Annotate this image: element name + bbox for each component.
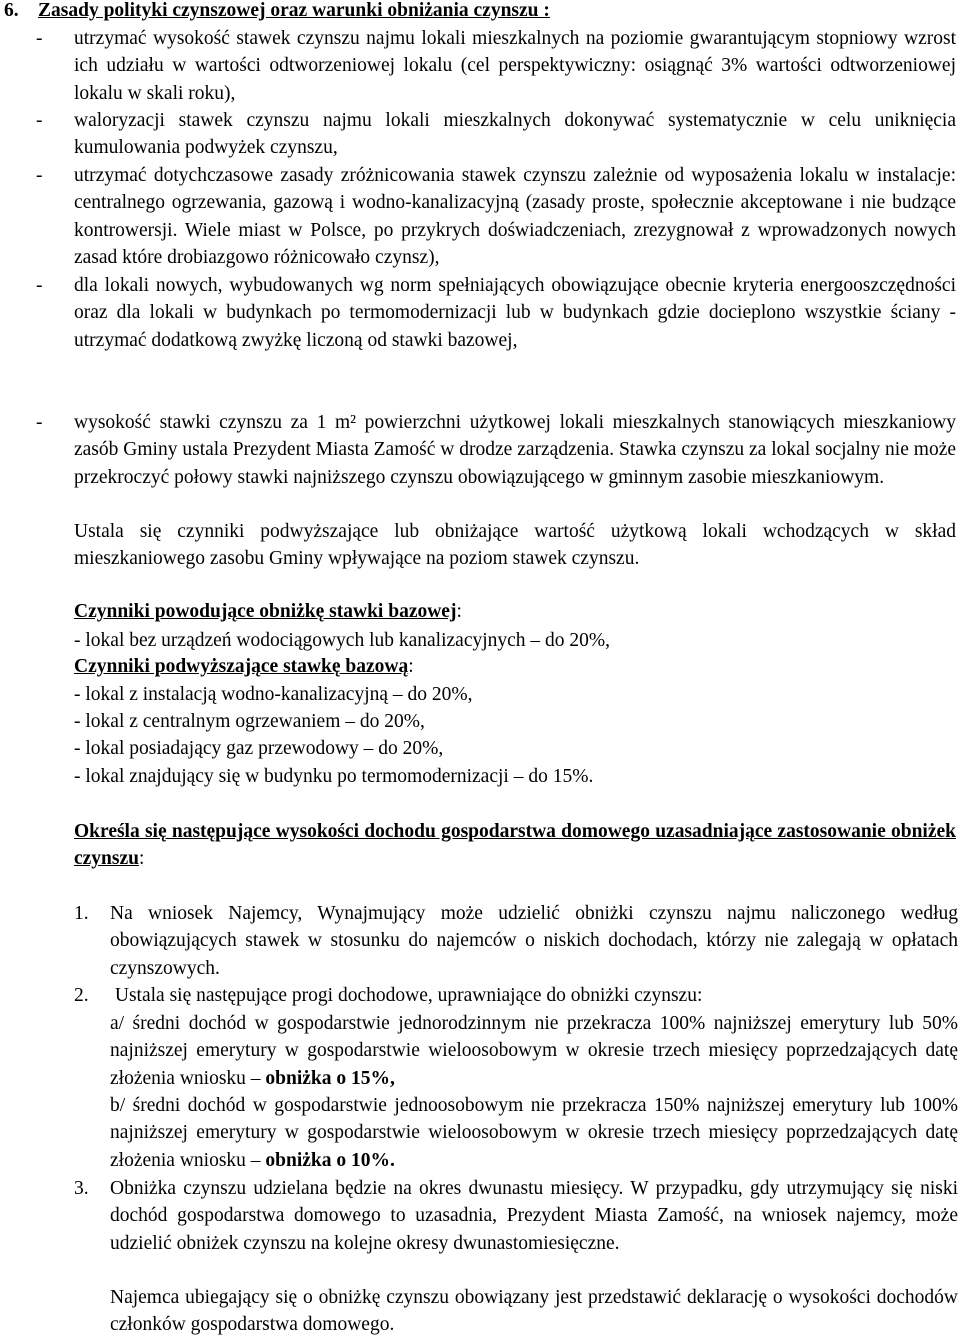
- bullet-item: - waloryzacji stawek czynszu najmu lokali mieszkalnych dokonywać systematycznie w celu uniknięcia kumulowania podwyżek czynszu,: [36, 107, 956, 162]
- income-heading-block: Określa się następujące wysokości dochodu gospodarstwa domowego uzasadniające zastosowanie obniżek czynszu:: [74, 821, 956, 870]
- sub-item: b/ średni dochód w gospodarstwie jednoosobowym nie przekracza 150% najniższej emerytury lub 100% najniższej emerytury w gospodarstwie wieloosobowym w okresie trzech miesięcy poprzedzających datę złożenia wniosku – obniżka o 10%.: [110, 1095, 958, 1171]
- income-heading: Określa się następujące wysokości dochodu gospodarstwa domowego uzasadniające zastosowanie obniżek czynszu: [74, 821, 956, 870]
- item-text: Na wniosek Najemcy, Wynajmujący może udzielić obniżki czynszu najmu naliczonego według obowiązujących stawek w stosunku do najemców o niskich dochodach, którzy nie zalegają w opłatach czynszowych.: [110, 903, 958, 979]
- list-item: - lokal z centralnym ogrzewaniem – do 20%,: [74, 711, 425, 732]
- list-item: - lokal znajdujący się w budynku po termomodernizacji – do 15%.: [74, 766, 594, 787]
- raising-heading: Czynniki podwyższające stawkę bazową: [74, 656, 409, 677]
- lowering-heading: Czynniki powodujące obniżkę stawki bazowej: [74, 601, 457, 622]
- numbered-item: [74, 982, 958, 1009]
- list-item: - lokal posiadający gaz przewodowy – do 20%,: [74, 738, 444, 759]
- sub-item: a/ średni dochód w gospodarstwie jednorodzinnym nie przekracza 100% najniższej emerytury lub 50% najniższej emerytury w gospodarstwie wieloosobowym w okresie trzech miesięcy poprzedzających datę złożenia wniosku – obniżka o 15%,: [110, 1013, 958, 1089]
- bullet-item: - utrzymać wysokość stawek czynszu najmu lokali mieszkalnych na poziomie gwarantującym stopniowy wzrost ich udziału w wartości odtworzeniowej lokalu (cel perspektywiczny: osiągnąć 3% wartości odtworzeniowej lokalu w skali roku),: [36, 25, 956, 107]
- item-number: 1.: [74, 903, 89, 924]
- item-number: 2.: [74, 985, 89, 1006]
- numbered-item: [74, 1175, 958, 1257]
- section-heading: [4, 0, 944, 24]
- bullet-text: dla lokali nowych, wybudowanych wg norm spełniających obowiązujące obecnie kryteria energooszczędności oraz dla lokali w budynkach po termomodernizacji lub w budynkach gdzie docieplono wszystkie ściany - utrzymać dodatkową zwyżkę liczoną od stawki bazowej,: [74, 275, 956, 351]
- raising-heading-line: Czynniki podwyższające stawkę bazową:: [74, 656, 414, 677]
- list-item: - lokal z instalacją wodno-kanalizacyjną – do 20%,: [74, 684, 473, 705]
- bullet-item: - utrzymać dotychczasowe zasady zróżnicowania stawek czynszu zależnie od wyposażenia lokalu w instalacje: centralnego ogrzewania, gazową i wodno-kanalizacyjną (zasady proste, społecznie akceptowane i nie budzące kontrowersji. Wiele miast w Polsce, po przykrych doświadczeniach, zrezygnował z wprowadzonych nowych zasad które drobiazgowo różnicowało czynsz),: [36, 162, 956, 272]
- item-number: 3.: [74, 1178, 89, 1199]
- lowering-heading-line: Czynniki powodujące obniżkę stawki bazowej:: [74, 601, 462, 622]
- bullet-text: wysokość stawki czynszu za 1 m² powierzchni użytkowej lokali mieszkalnych stanowiących mieszkaniowy zasób Gminy ustala Prezydent Miasta Zamość w drodze zarządzenia. Stawka czynszu za lokal socjalny nie może przekroczyć połowy stawki najniższego czynszu obowiązującego w gminnym zasobie mieszkaniowym.: [74, 412, 956, 488]
- bullet-item: - wysokość stawki czynszu za 1 m² powierzchni użytkowej lokali mieszkalnych stanowiących mieszkaniowy zasób Gminy ustala Prezydent Miasta Zamość w drodze zarządzenia. Stawka czynszu za lokal socjalny nie może przekroczyć połowy stawki najniższego czynszu obowiązującego w gminnym zasobie mieszkaniowym.: [36, 409, 956, 491]
- item-text: Ustala się następujące progi dochodowe, uprawniające do obniżki czynszu:: [110, 985, 703, 1006]
- item-text: Obniżka czynszu udzielana będzie na okres dwunastu miesięcy. W przypadku, gdy utrzymujący się niski dochód gospodarstwa domowego to uzasadnia, Prezydent Miasta Zamość, na wniosek najemcy, może udzielić obniżek czynszu na kolejne okresy dwunastomiesięczne.: [110, 1178, 958, 1254]
- bullet-item: - dla lokali nowych, wybudowanych wg norm spełniających obowiązujące obecnie kryteria energooszczędności oraz dla lokali w budynkach po termomodernizacji lub w budynkach gdzie docieplono wszystkie ściany - utrzymać dodatkową zwyżkę liczoną od stawki bazowej,: [36, 272, 956, 354]
- declaration-paragraph: Najemca ubiegający się o obniżkę czynszu obowiązany jest przedstawić deklarację o wysokości dochodów członków gospodarstwa domowego.: [110, 1287, 958, 1336]
- section-title: Zasady polityki czynszowej oraz warunki obniżania czynszu :: [38, 0, 550, 21]
- numbered-item: [74, 900, 958, 982]
- factors-paragraph: Ustala się czynniki podwyższające lub obniżające wartość użytkową lokali wchodzących w skład mieszkaniowego zasobu Gminy wpływające na poziom stawek czynszu.: [74, 521, 956, 570]
- list-item: - lokal bez urządzeń wodociągowych lub kanalizacyjnych – do 20%,: [74, 630, 611, 651]
- discount-value: obniżka o 15%,: [265, 1067, 395, 1089]
- discount-value: obniżka o 10%.: [265, 1149, 395, 1171]
- section-number: 6.: [4, 0, 19, 21]
- bullet-text: utrzymać wysokość stawek czynszu najmu lokali mieszkalnych na poziomie gwarantującym stopniowy wzrost ich udziału w wartości odtworzeniowej lokalu (cel perspektywiczny: osiągnąć 3% wartości odtworzeniowej lokalu w skali roku),: [74, 28, 956, 104]
- bullet-text: waloryzacji stawek czynszu najmu lokali mieszkalnych dokonywać systematycznie w celu uniknięcia kumulowania podwyżek czynszu,: [74, 110, 956, 159]
- bullet-text: utrzymać dotychczasowe zasady zróżnicowania stawek czynszu zależnie od wyposażenia lokalu w instalacje: centralnego ogrzewania, gazową i wodno-kanalizacyjną (zasady proste, społecznie akceptowane i nie budzące kontrowersji. Wiele miast w Polsce, po przykrych doświadczeniach, zrezygnował z wprowadzonych nowych zasad które drobiazgowo różnicowało czynsz),: [74, 165, 956, 269]
